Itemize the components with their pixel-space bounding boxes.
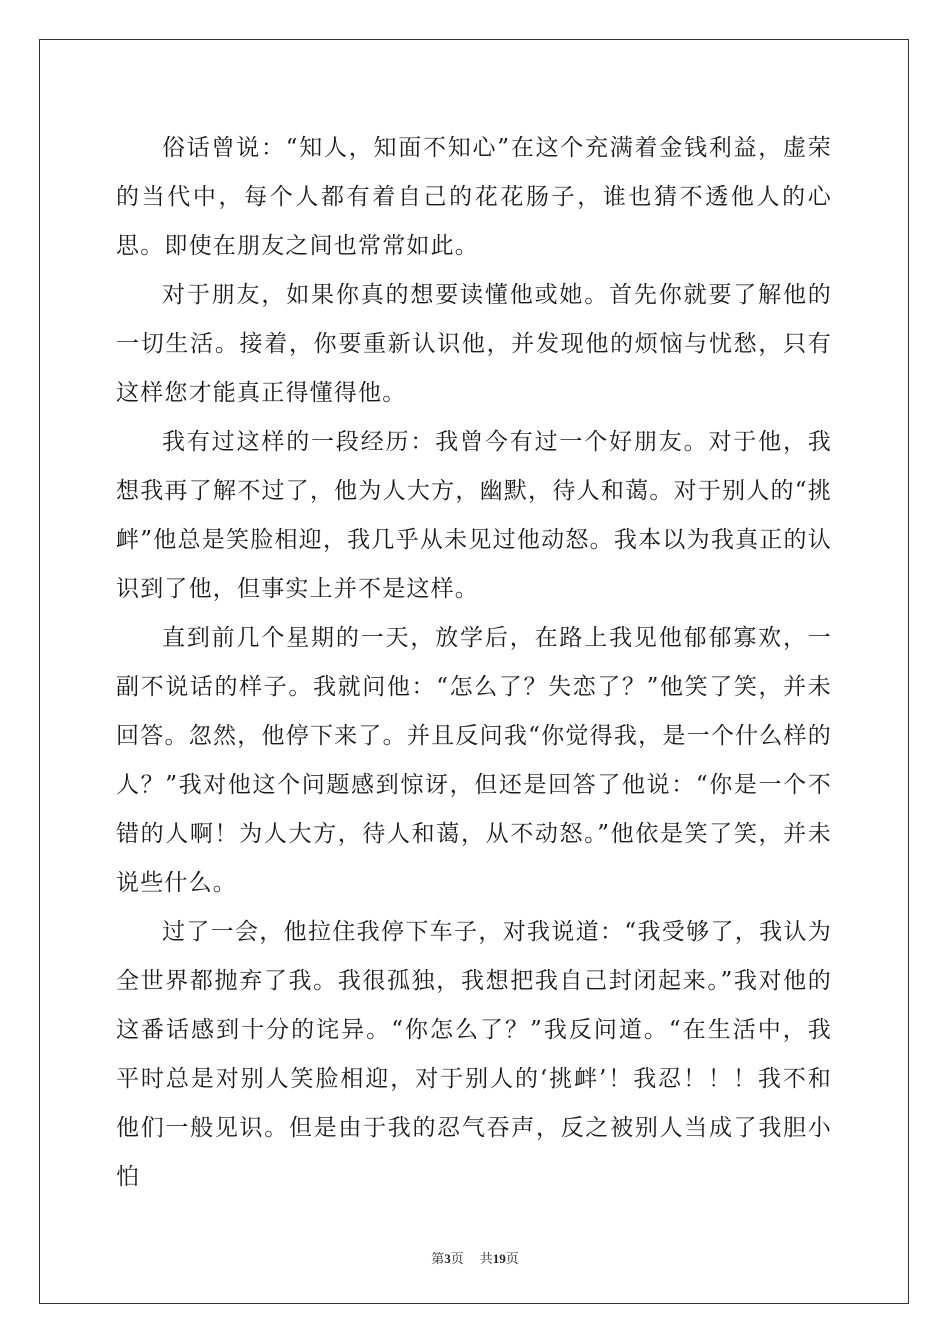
total-suffix: 页: [505, 1251, 519, 1266]
current-page-number: 3: [444, 1251, 451, 1266]
paragraph-1: 俗话曾说：“知人，知面不知心”在这个充满着金钱利益，虚荣的当代中，每个人都有着自己的花花肠子，谁也猜不透他人的心思。即使在朋友之间也常常如此。: [116, 135, 832, 259]
document-body: [116, 124, 832, 1202]
page-suffix: 页: [450, 1251, 464, 1266]
paragraph-5: 过了一会，他拉住我停下车子，对我说道：“我受够了，我认为全世界都抛弃了我。我很孤独，我想把我自己封闭起来。”我对他的这番话感到十分的诧异。“你怎么了？”我反问道。“在生活中，我平时总是对别人笑脸相迎，对于别人的‘挑衅’！我忍！！！我不和他们一般见识。但是由于我的忍气吞声，反之被别人当成了我胆小怕: [116, 919, 832, 1190]
paragraph-4: 直到前几个星期的一天，放学后，在路上我见他郁郁寡欢，一副不说话的样子。我就问他：“怎么了？失恋了？”他笑了笑，并未回答。忽然，他停下来了。并且反问我“你觉得我，是一个什么样的人？”我对他这个问题感到惊讶，但还是回答了他说：“你是一个不错的人啊！为人大方，待人和蔼，从不动怒。”他依是笑了笑，并未说些什么。: [116, 625, 832, 896]
page-footer: [0, 1248, 950, 1267]
paragraph-3: 我有过这样的一段经历：我曾今有过一个好朋友。对于他，我想我再了解不过了，他为人大方，幽默，待人和蔼。对于别人的“挑衅”他总是笑脸相迎，我几乎从未见过他动怒。我本以为我真正的认识到了他，但事实上并不是这样。: [116, 429, 832, 602]
page-prefix: 第: [431, 1251, 445, 1266]
total-prefix: 共: [479, 1251, 493, 1266]
paragraph-2: 对于朋友，如果你真的想要读懂他或她。首先你就要了解他的一切生活。接着，你要重新认识他，并发现他的烦恼与忧愁，只有这样您才能真正得懂得他。: [116, 282, 832, 406]
total-pages-number: 19: [492, 1251, 506, 1266]
